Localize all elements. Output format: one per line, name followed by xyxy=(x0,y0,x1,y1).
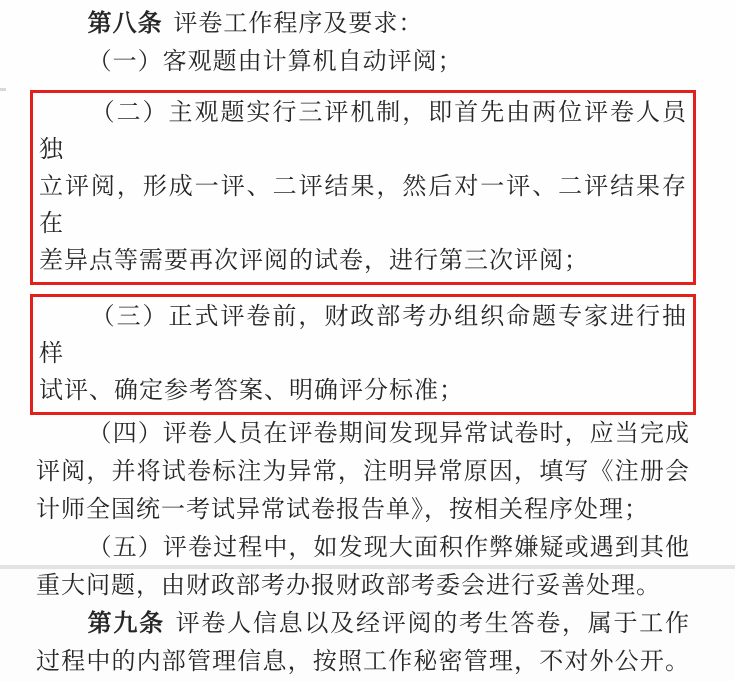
text-line: 重大问题，由财政部考办报财政部考委会进行妥善处理。 xyxy=(36,573,661,599)
text-line: （三）正式评卷前，财政部考办组织命题专家进行抽样 xyxy=(39,304,687,367)
article-8-heading xyxy=(36,5,690,43)
text-line: 计师全国统一考试异常试卷报告单》，按相关程序处理； xyxy=(36,497,649,523)
article-8-number: 第八条 xyxy=(87,10,163,37)
item-4-paragraph xyxy=(36,415,690,529)
text-line: 试评、确定参考答案、明确评分标准； xyxy=(39,378,464,404)
highlight-box-item-2 xyxy=(30,90,696,285)
text-line: （一）客观题由计算机自动评阅； xyxy=(87,49,463,75)
article-9-paragraph xyxy=(36,605,690,681)
text-line: 过程中的内部管理信息，按照工作秘密管理，不对外公开。 xyxy=(36,649,690,675)
text-line: （五）评卷过程中，如发现大面积作弊嫌疑或遇到其他 xyxy=(87,535,690,561)
article-9-number: 第九条 xyxy=(87,610,165,637)
text-line: （二）主观题实行三评机制，即首先由两位评卷人员独 xyxy=(39,100,687,163)
text-line xyxy=(36,605,690,643)
scan-artifact xyxy=(0,88,6,91)
highlight-box-item-3 xyxy=(30,294,696,415)
article-9-text: 评卷人信息以及经评阅的考生答卷，属于工作 xyxy=(175,611,690,637)
item-3-paragraph xyxy=(39,299,687,410)
text-line: 差异点等需要再次评阅的试卷，进行第三次评阅； xyxy=(39,248,589,274)
text-line: （四）评卷人员在评卷期间发现异常试卷时，应当完成 xyxy=(87,421,690,447)
text-line xyxy=(36,5,690,43)
text-line: 立评阅，形成一评、二评结果，然后对一评、二评结果存在 xyxy=(39,174,687,237)
scan-edge xyxy=(0,565,735,569)
text-line: 评阅，并将试卷标注为异常，注明异常原因，填写《注册会 xyxy=(36,459,690,485)
item-2-paragraph xyxy=(39,95,687,280)
article-8-title: 评卷工作程序及要求： xyxy=(173,11,424,37)
item-1-paragraph xyxy=(36,43,690,81)
